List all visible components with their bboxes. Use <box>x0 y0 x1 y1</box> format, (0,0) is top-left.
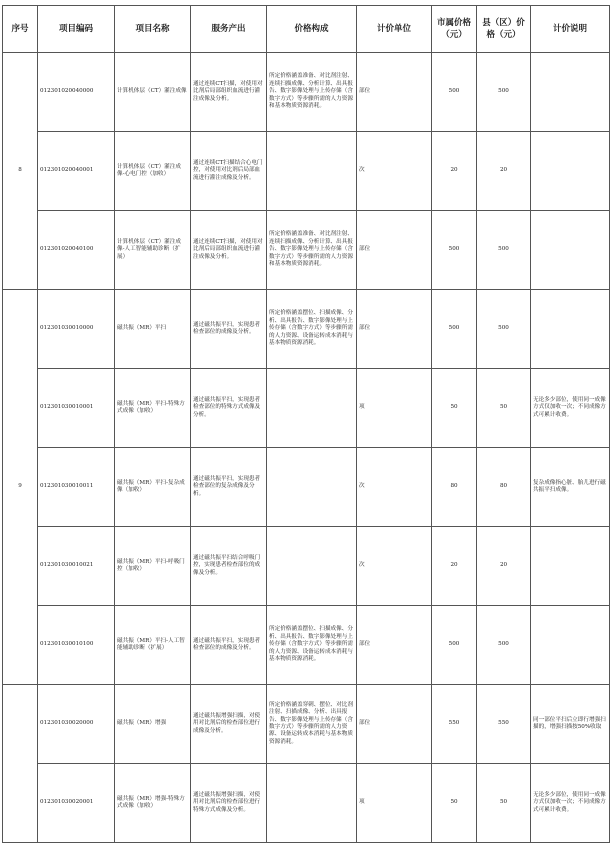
header-row <box>3 6 610 53</box>
unit-cell: 项 <box>357 369 432 448</box>
county-price-cell: 50 <box>477 764 531 843</box>
code-cell: 012301030010011 <box>38 448 115 527</box>
unit-cell: 项 <box>357 764 432 843</box>
composition-cell <box>267 369 357 448</box>
composition-cell <box>267 764 357 843</box>
unit-cell: 部位 <box>357 290 432 369</box>
county-price-cell: 20 <box>477 132 531 211</box>
name-cell: 磁共振（MR）平扫-呼吸门控（加收） <box>115 527 191 606</box>
code-cell: 012301020040000 <box>38 53 115 132</box>
note-cell: 无论多少部位，使用同一成像方式仅加收一次；不同成像方式可累计收费。 <box>531 764 610 843</box>
note-cell <box>531 606 610 685</box>
county-price-cell: 50 <box>477 369 531 448</box>
header-unit: 计价单位 <box>357 6 432 53</box>
output-cell: 通过磁共振增强扫描，对使用对比剂后的检查部位进行成像及分析。 <box>191 685 267 764</box>
composition-cell: 所定价格涵盖准备、对比剂注射、连续扫描成像、分析计算、出具报告、数字影像处理与上传存储（含数字方式）等步骤所需的人力资源和基本物质资源消耗。 <box>267 53 357 132</box>
county-price-cell: 500 <box>477 211 531 290</box>
header-county-price: 县（区）价格（元） <box>477 6 531 53</box>
county-price-cell: 500 <box>477 290 531 369</box>
output-cell: 通过连续CT扫描，对使用对比剂后局部组织血流进行灌注成像及分析。 <box>191 211 267 290</box>
note-cell: 无论多少部位，使用同一成像方式仅加收一次；不同成像方式可累计收费。 <box>531 369 610 448</box>
code-cell: 012301030010000 <box>38 290 115 369</box>
header-city-price: 市属价格（元） <box>432 6 477 53</box>
composition-cell: 所定价格涵盖穿刺、摆位、对比剂注射、扫描成像、分析、出具报告、数字影像处理与上传存储（含数字方式）等步骤所需的人力资源、设备运转成本消耗与基本物质资源消耗。 <box>267 685 357 764</box>
city-price-cell: 550 <box>432 685 477 764</box>
county-price-cell: 500 <box>477 606 531 685</box>
output-cell: 通过磁共振增强扫描，对使用对比剂后的检查部位进行特殊方式成像及分析。 <box>191 764 267 843</box>
city-price-cell: 50 <box>432 369 477 448</box>
unit-cell: 次 <box>357 132 432 211</box>
note-cell: 同一部位平扫后立即行增强扫描的，增强扫描按50%收取 <box>531 685 610 764</box>
city-price-cell: 50 <box>432 764 477 843</box>
name-cell: 磁共振（MR）增强-特殊方式成像（加收） <box>115 764 191 843</box>
city-price-cell: 80 <box>432 448 477 527</box>
header-name: 项目名称 <box>115 6 191 53</box>
code-cell: 012301030010100 <box>38 606 115 685</box>
seq-cell <box>3 685 38 843</box>
output-cell: 通过磁共振平扫，实现患者检查部位的成像及分析。 <box>191 290 267 369</box>
table-row <box>3 606 610 685</box>
composition-cell <box>267 527 357 606</box>
header-seq: 序号 <box>3 6 38 53</box>
code-cell: 012301030020000 <box>38 685 115 764</box>
city-price-cell: 500 <box>432 290 477 369</box>
table-row <box>3 527 610 606</box>
note-cell <box>531 290 610 369</box>
city-price-cell: 500 <box>432 211 477 290</box>
note-cell <box>531 211 610 290</box>
name-cell: 计算机体层（CT）灌注成像-人工智能辅助诊断（扩展） <box>115 211 191 290</box>
composition-cell <box>267 132 357 211</box>
county-price-cell: 80 <box>477 448 531 527</box>
note-cell: 复杂成像指心脏、胎儿进行磁共振平扫成像。 <box>531 448 610 527</box>
county-price-cell: 550 <box>477 685 531 764</box>
table-row <box>3 685 610 764</box>
unit-cell: 部位 <box>357 53 432 132</box>
output-cell: 通过磁共振平扫，实现患者检查部位的特殊方式成像及分析。 <box>191 369 267 448</box>
output-cell: 通过连续CT扫描结合心电门控，对使用对比剂后局部血流进行灌注成像及分析。 <box>191 132 267 211</box>
name-cell: 计算机体层（CT）灌注成像-心电门控（加收） <box>115 132 191 211</box>
header-composition: 价格构成 <box>267 6 357 53</box>
composition-cell: 所定价格涵盖准备、对比剂注射、连续扫描成像、分析计算、出具报告、数字影像处理与上传存储（含数字方式）等步骤所需的人力资源和基本物质资源消耗。 <box>267 211 357 290</box>
name-cell: 磁共振（MR）增强 <box>115 685 191 764</box>
composition-cell: 所定价格涵盖摆位、扫描成像、分析、出具报告、数字影像处理与上传存储（含数字方式）等步骤所需的人力资源、设备运转成本消耗与基本物质资源消耗。 <box>267 290 357 369</box>
county-price-cell: 20 <box>477 527 531 606</box>
table-row <box>3 448 610 527</box>
county-price-cell: 500 <box>477 53 531 132</box>
unit-cell: 部位 <box>357 211 432 290</box>
name-cell: 磁共振（MR）平扫 <box>115 290 191 369</box>
seq-cell: 9 <box>3 290 38 685</box>
city-price-cell: 500 <box>432 53 477 132</box>
header-code: 项目编码 <box>38 6 115 53</box>
table-row <box>3 764 610 843</box>
seq-cell: 8 <box>3 53 38 290</box>
name-cell: 计算机体层（CT）灌注成像 <box>115 53 191 132</box>
output-cell: 通过磁共振平扫结合呼吸门控，实现患者检查部位的成像及分析。 <box>191 527 267 606</box>
code-cell: 012301030020001 <box>38 764 115 843</box>
composition-cell: 所定价格涵盖摆位、扫描成像、分析、出具报告、数字影像处理与上传存储（含数字方式）等步骤所需的人力资源、设备运转成本消耗与基本物质资源消耗。 <box>267 606 357 685</box>
unit-cell: 部位 <box>357 606 432 685</box>
header-note: 计价说明 <box>531 6 610 53</box>
table-row <box>3 53 610 132</box>
code-cell: 012301020040100 <box>38 211 115 290</box>
output-cell: 通过磁共振平扫，实现患者检查部位的复杂成像及分析。 <box>191 448 267 527</box>
note-cell <box>531 132 610 211</box>
table-row <box>3 132 610 211</box>
note-cell <box>531 527 610 606</box>
city-price-cell: 20 <box>432 527 477 606</box>
table-row <box>3 290 610 369</box>
name-cell: 磁共振（MR）平扫-人工智能辅助诊断（扩展） <box>115 606 191 685</box>
composition-cell <box>267 448 357 527</box>
note-cell <box>531 53 610 132</box>
table-row <box>3 369 610 448</box>
unit-cell: 次 <box>357 448 432 527</box>
code-cell: 012301020040001 <box>38 132 115 211</box>
unit-cell: 部位 <box>357 685 432 764</box>
unit-cell: 次 <box>357 527 432 606</box>
city-price-cell: 20 <box>432 132 477 211</box>
output-cell: 通过磁共振平扫，实现患者检查部位的成像及分析。 <box>191 606 267 685</box>
name-cell: 磁共振（MR）平扫-特殊方式成像（加收） <box>115 369 191 448</box>
table-row <box>3 211 610 290</box>
name-cell: 磁共振（MR）平扫-复杂成像（加收） <box>115 448 191 527</box>
price-table <box>2 5 610 843</box>
code-cell: 012301030010021 <box>38 527 115 606</box>
output-cell: 通过连续CT扫描，对使用对比剂后局部组织血流进行灌注成像及分析。 <box>191 53 267 132</box>
city-price-cell: 500 <box>432 606 477 685</box>
header-output: 服务产出 <box>191 6 267 53</box>
code-cell: 012301030010001 <box>38 369 115 448</box>
